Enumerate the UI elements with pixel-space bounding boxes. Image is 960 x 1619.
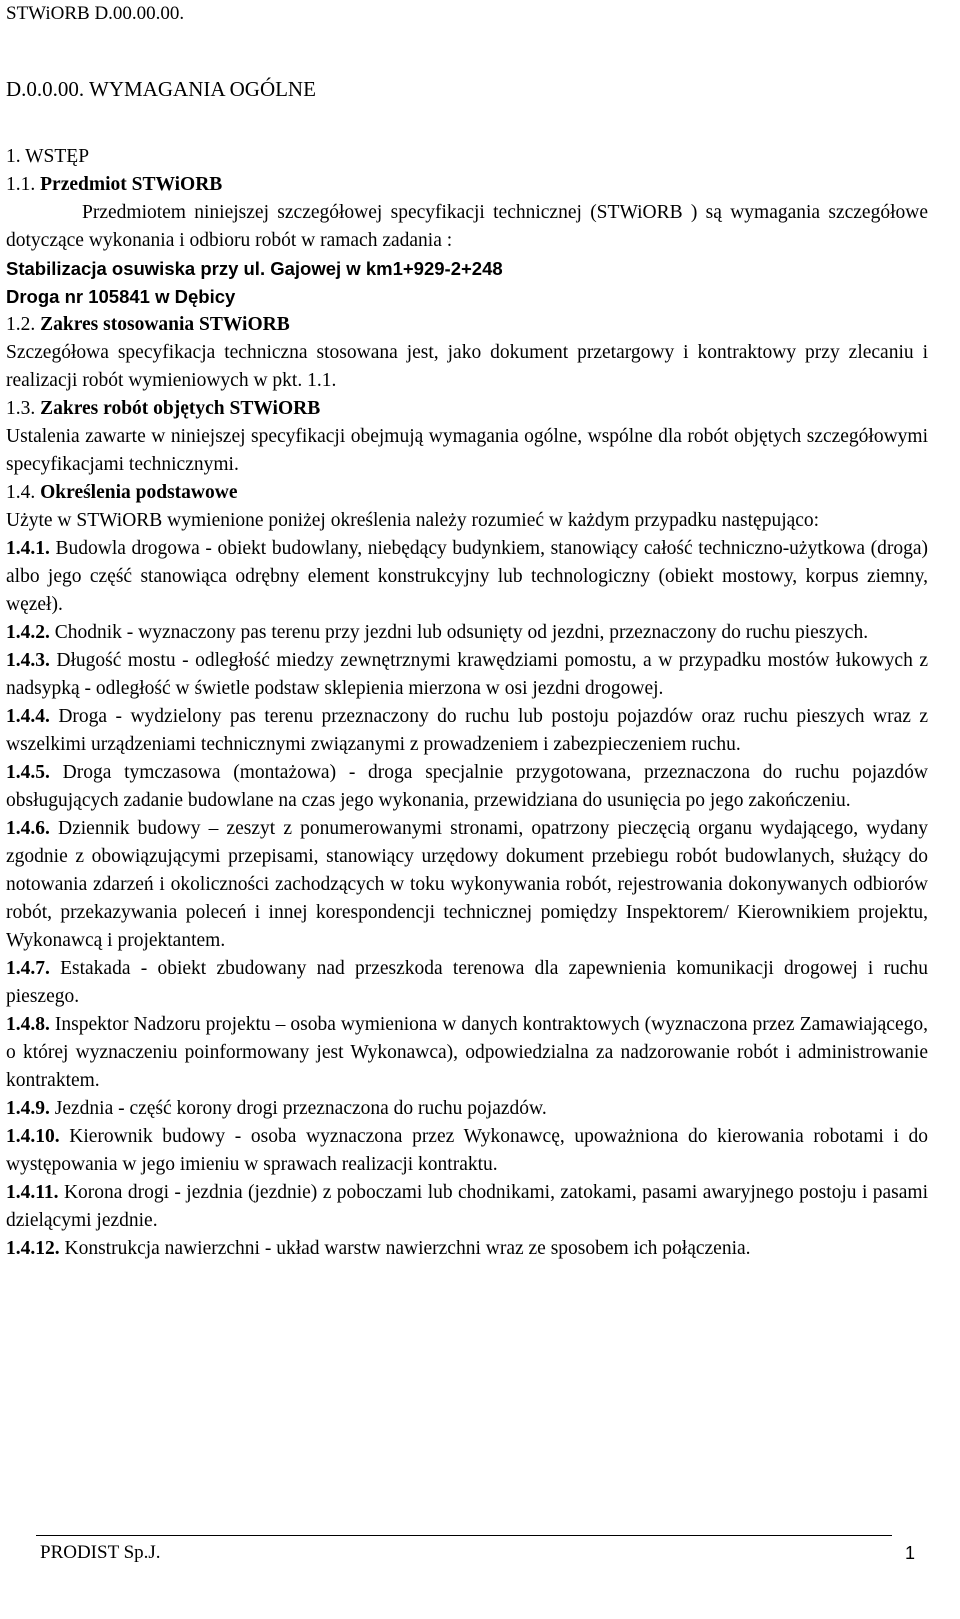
section-title: Określenia podstawowe <box>35 482 238 503</box>
definition-number: 1.4.4. <box>6 706 50 727</box>
section-number: 1.2. <box>6 314 36 335</box>
definition-text: Kierownik budowy - osoba wyznaczona przez Wykonawcę, upoważniona do kierowania robotami i do występowania w jego imieniu w sprawach realizacji kontraktu. <box>6 1126 928 1175</box>
section-1-1-text: Przedmiotem niniejszej szczegółowej specyfikacji technicznej (STWiORB ) są wymagania szczegółowe dotyczące wykonania i odbioru robót w ramach zadania : <box>6 202 928 251</box>
definition-text: Konstrukcja nawierzchni - układ warstw nawierzchni wraz ze sposobem ich połączenia. <box>59 1238 751 1259</box>
section-title: Przedmiot STWiORB <box>35 174 223 195</box>
definition-number: 1.4.11. <box>6 1182 59 1203</box>
section-title: Zakres stosowania STWiORB <box>35 314 290 335</box>
section-heading-1-4 <box>6 479 928 507</box>
definition-text: Korona drogi - jezdnia (jezdnie) z poboczami lub chodnikami, zatokami, pasami awaryjnego postoju i pasami dzielącymi jezdnie. <box>6 1182 928 1231</box>
definition-1-4-5 <box>6 759 928 815</box>
definition-1-4-3 <box>6 647 928 703</box>
task-name-line-1: Stabilizacja osuwiska przy ul. Gajowej w km1+929-2+248 <box>6 258 503 279</box>
running-header: STWiORB D.00.00.00. <box>6 3 185 24</box>
definition-text: Inspektor Nadzoru projektu – osoba wymieniona w danych kontraktowych (wyznaczona przez Zamawiającego, o której wyznaczeniu poinformowany jest Wykonawca), odpowiedzialna za nadzorowanie robót i administrowanie kontraktem. <box>6 1014 928 1091</box>
definition-1-4-12 <box>6 1235 928 1263</box>
definition-text: Droga - wydzielony pas terenu przeznaczony do ruchu lub postoju pojazdów oraz ruchu pieszych wraz z wszelkimi urządzeniami technicznymi związanymi z prowadzeniem i zabezpieczeniem ruchu. <box>6 706 928 755</box>
section-heading-1-3 <box>6 395 928 423</box>
definition-1-4-7 <box>6 955 928 1011</box>
document-title: D.0.0.00. WYMAGANIA OGÓLNE <box>6 77 316 101</box>
definition-number: 1.4.10. <box>6 1126 60 1147</box>
definition-1-4-11 <box>6 1179 928 1235</box>
task-name-line-2: Droga nr 105841 w Dębicy <box>6 286 236 307</box>
definition-text: Estakada - obiekt zbudowany nad przeszkoda terenowa dla zapewnienia komunikacji drogowej i ruchu pieszego. <box>6 958 928 1007</box>
definition-1-4-10 <box>6 1123 928 1179</box>
footer-divider <box>36 1535 892 1536</box>
definition-number: 1.4.1. <box>6 538 50 559</box>
definition-number: 1.4.8. <box>6 1014 50 1035</box>
definition-number: 1.4.9. <box>6 1098 50 1119</box>
definition-1-4-8 <box>6 1011 928 1095</box>
section-number: 1.3. <box>6 398 36 419</box>
definition-1-4-2 <box>6 619 928 647</box>
definition-text: Jezdnia - część korony drogi przeznaczona do ruchu pojazdów. <box>49 1098 547 1119</box>
definition-number: 1.4.12. <box>6 1238 60 1259</box>
section-number: 1.1. <box>6 174 36 195</box>
definition-text: Droga tymczasowa (montażowa) - droga specjalnie przygotowana, przeznaczona do ruchu pojazdów obsługujących zadanie budowlane na czas jego wykonania, przewidziana do usunięcia po jego zakończeniu. <box>6 762 928 811</box>
definition-number: 1.4.5. <box>6 762 50 783</box>
definition-1-4-1 <box>6 535 928 619</box>
definition-number: 1.4.3. <box>6 650 50 671</box>
definition-1-4-6 <box>6 815 928 955</box>
definition-text: Budowla drogowa - obiekt budowlany, niebędący budynkiem, stanowiący całość techniczno-użytkowa (droga) albo jego część stanowiąca odrębny element konstrukcyjny lub technologiczny (obiekt mostowy, korpus ziemny, węzeł). <box>6 538 928 615</box>
definition-text: Dziennik budowy – zeszyt z ponumerowanymi stronami, opatrzony pieczęcią organu wydającego, wydany zgodnie z obowiązującymi przepisami, stanowiący urzędowy dokument przebiegu robót budowlanych, służący do notowania zdarzeń i okoliczności zachodzących w toku wykonywania robót, rejestrowania dokonywanych odbiorów robót, przekazywania poleceń i innej korespondencji technicznej pomiędzy Inspektorem/ Kierownikiem projektu, Wykonawcą i projektantem. <box>6 818 928 951</box>
footer-company: PRODIST Sp.J. <box>40 1542 161 1563</box>
definition-text: Długość mostu - odległość miedzy zewnętrznymi krawędziami pomostu, a w przypadku mostów łukowych z nadsypką - odległość w świetle podstaw sklepienia mierzona w osi jezdni drogowej. <box>6 650 928 699</box>
definition-text: Chodnik - wyznaczony pas terenu przy jezdni lub odsunięty od jezdni, przeznaczony do ruchu pieszych. <box>49 622 869 643</box>
section-heading-1: 1. WSTĘP <box>6 146 90 167</box>
section-1-2-text: Szczegółowa specyfikacja techniczna stosowana jest, jako dokument przetargowy i kontraktowy przy zlecaniu i realizacji robót wymieniowych w pkt. 1.1. <box>6 342 928 391</box>
section-heading-1-2 <box>6 311 928 339</box>
section-1-4-text: Użyte w STWiORB wymienione poniżej określenia należy rozumieć w każdym przypadku następująco: <box>6 510 820 531</box>
document-body <box>6 143 928 1263</box>
definition-number: 1.4.2. <box>6 622 50 643</box>
definition-number: 1.4.7. <box>6 958 50 979</box>
section-number: 1.4. <box>6 482 36 503</box>
definition-number: 1.4.6. <box>6 818 50 839</box>
page-number: 1 <box>905 1543 916 1563</box>
section-title: Zakres robót objętych STWiORB <box>35 398 321 419</box>
section-heading-1-1 <box>6 171 928 199</box>
definition-1-4-9 <box>6 1095 928 1123</box>
section-1-3-text: Ustalenia zawarte w niniejszej specyfikacji obejmują wymagania ogólne, wspólne dla robót objętych szczegółowymi specyfikacjami technicznymi. <box>6 426 928 475</box>
definition-1-4-4 <box>6 703 928 759</box>
